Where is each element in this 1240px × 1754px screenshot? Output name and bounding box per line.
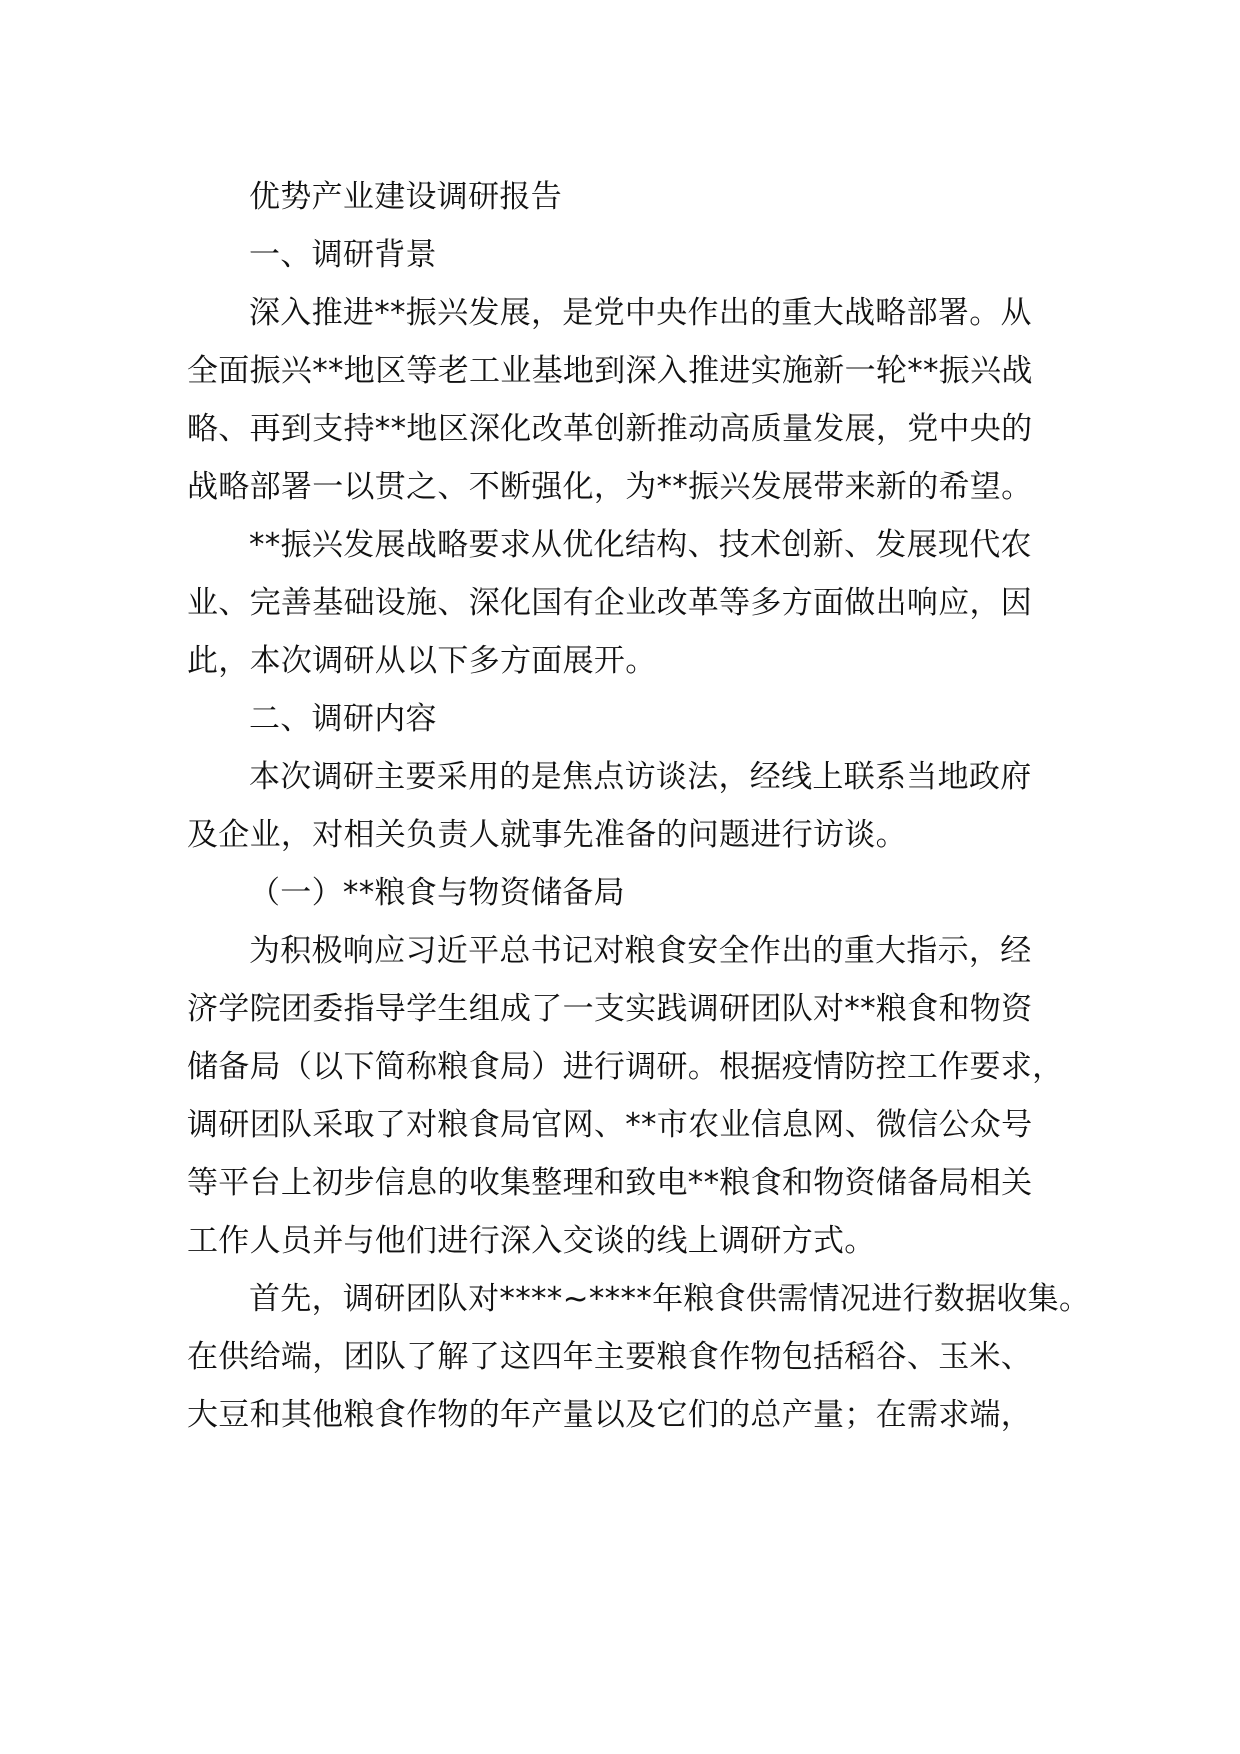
paragraph-line: **振兴发展战略要求从优化结构、技术创新、发展现代农 — [249, 527, 1032, 563]
paragraph-line: 济学院团委指导学生组成了一支实践调研团队对**粮食和物资 — [187, 991, 1033, 1027]
subsection-heading: （一）**粮食与物资储备局 — [249, 875, 625, 911]
paragraph-line: 战略部署一以贯之、不断强化，为**振兴发展带来新的希望。 — [187, 469, 1033, 505]
paragraph-line: 调研团队采取了对粮食局官网、**市农业信息网、微信公众号 — [187, 1107, 1033, 1143]
paragraph-line: 及企业，对相关负责人就事先准备的问题进行访谈。 — [187, 817, 907, 853]
paragraph-line: 工作人员并与他们进行深入交谈的线上调研方式。 — [187, 1223, 876, 1259]
paragraph-line: 等平台上初步信息的收集整理和致电**粮食和物资储备局相关 — [187, 1165, 1033, 1201]
paragraph-line: 业、完善基础设施、深化国有企业改革等多方面做出响应，因 — [187, 585, 1033, 621]
paragraph-line: 本次调研主要采用的是焦点访谈法，经线上联系当地政府 — [249, 759, 1032, 795]
paragraph-line: 储备局（以下简称粮食局）进行调研。根据疫情防控工作要求， — [187, 1049, 1064, 1085]
paragraph-line: 首先，调研团队对****~****年粮食供需情况进行数据收集。 — [249, 1281, 1091, 1317]
paragraph-line: 全面振兴**地区等老工业基地到深入推进实施新一轮**振兴战 — [187, 353, 1033, 389]
section-heading-background: 一、调研背景 — [249, 237, 437, 273]
paragraph-line: 为积极响应习近平总书记对粮食安全作出的重大指示，经 — [249, 933, 1032, 969]
paragraph-line: 此，本次调研从以下多方面展开。 — [187, 643, 657, 679]
paragraph-line: 略、再到支持**地区深化改革创新推动高质量发展，党中央的 — [187, 411, 1033, 447]
paragraph-line: 在供给端，团队了解了这四年主要粮食作物包括稻谷、玉米、 — [187, 1339, 1033, 1375]
section-heading-content: 二、调研内容 — [249, 701, 437, 737]
document-title: 优势产业建设调研报告 — [249, 179, 562, 215]
paragraph-line: 大豆和其他粮食作物的年产量以及它们的总产量；在需求端， — [187, 1397, 1033, 1433]
paragraph-line: 深入推进**振兴发展，是党中央作出的重大战略部署。从 — [249, 295, 1032, 331]
